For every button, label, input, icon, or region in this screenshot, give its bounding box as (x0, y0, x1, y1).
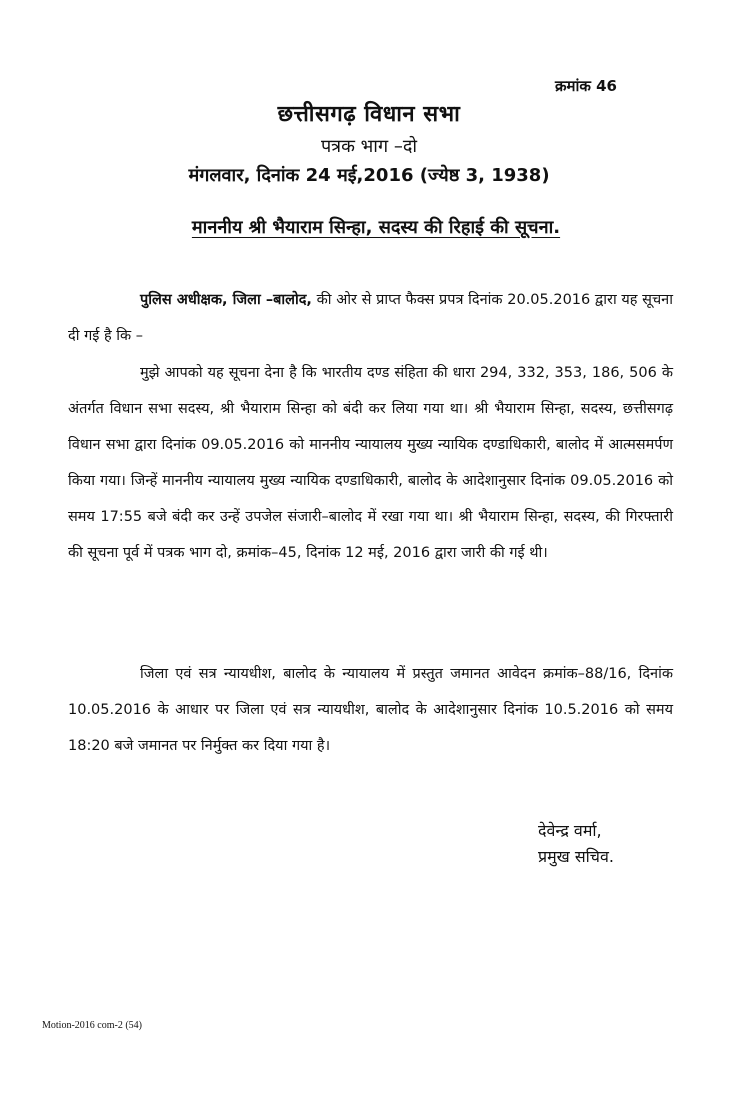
paragraph-1-text: की ओर से प्राप्त फैक्स प्रपत्र दिनांक 20.05.2016 द्वारा यह सूचना दी गई है कि – (68, 292, 673, 344)
paragraph-2-text: मुझे आपको यह सूचना देना है कि भारतीय दण्ड संहिता की धारा 294, 332, 353, 186, 506 के अंतर्गत विधान सभा सदस्य, श्री भैयाराम सिन्हा को बंदी कर लिया गया था। श्री भैयाराम सिन्हा, सदस्य, छत्तीसगढ़ विधान सभा द्वारा दिनांक 09.05.2016 को माननीय न्यायालय मुख्य न्यायिक दण्डाधिकारी, बालोद में आत्मसमर्पण किया गया। जिन्हें माननीय न्यायालय मुख्य न्यायिक दण्डाधिकारी, बालोद के आदेशानुसार दिनांक 09.05.2016 को समय 17:55 बजे बंदी कर उन्हें उपजेल संजारी–बालोद में रखा गया था। श्री भैयाराम सिन्हा, सदस्य, की गिरफ्तारी की सूचना पूर्व में पत्रक भाग दो, क्रमांक–45, दिनांक 12 मई, 2016 द्वारा जारी की गई थी। (68, 365, 673, 561)
serial-number: क्रमांक 46 (555, 77, 617, 95)
date-line: मंगलवार, दिनांक 24 मई,2016 (ज्येष्ठ 3, 1938) (188, 165, 550, 186)
paragraph-2 (68, 355, 673, 571)
paragraph-3-text: जिला एवं सत्र न्यायधीश, बालोद के न्यायालय में प्रस्तुत जमानत आवेदन क्रमांक–88/16, दिनांक 10.05.2016 के आधार पर जिला एवं सत्र न्यायधीश, बालोद के आदेशानुसार दिनांक 10.5.2016 को समय 18:20 बजे जमानत पर निर्मुक्त कर दिया गया है। (68, 666, 673, 754)
paragraph-1 (68, 282, 673, 354)
signatory-designation: प्रमुख सचिव. (538, 847, 614, 866)
document-subtitle: पत्रक भाग –दो (320, 136, 418, 157)
subject-heading: माननीय श्री भैयाराम सिन्हा, सदस्य की रिहाई की सूचना. (191, 217, 561, 238)
signature-block (538, 818, 614, 870)
signatory-name: देवेन्द्र वर्मा, (538, 821, 602, 840)
footer-reference: Motion-2016 com-2 (54) (42, 1020, 142, 1031)
paragraph-3 (68, 656, 673, 764)
document-title: छत्तीसगढ़ विधान सभा (277, 102, 461, 127)
paragraph-1-bold-lead: पुलिस अधीक्षक, जिला –बालोद, (140, 292, 312, 308)
